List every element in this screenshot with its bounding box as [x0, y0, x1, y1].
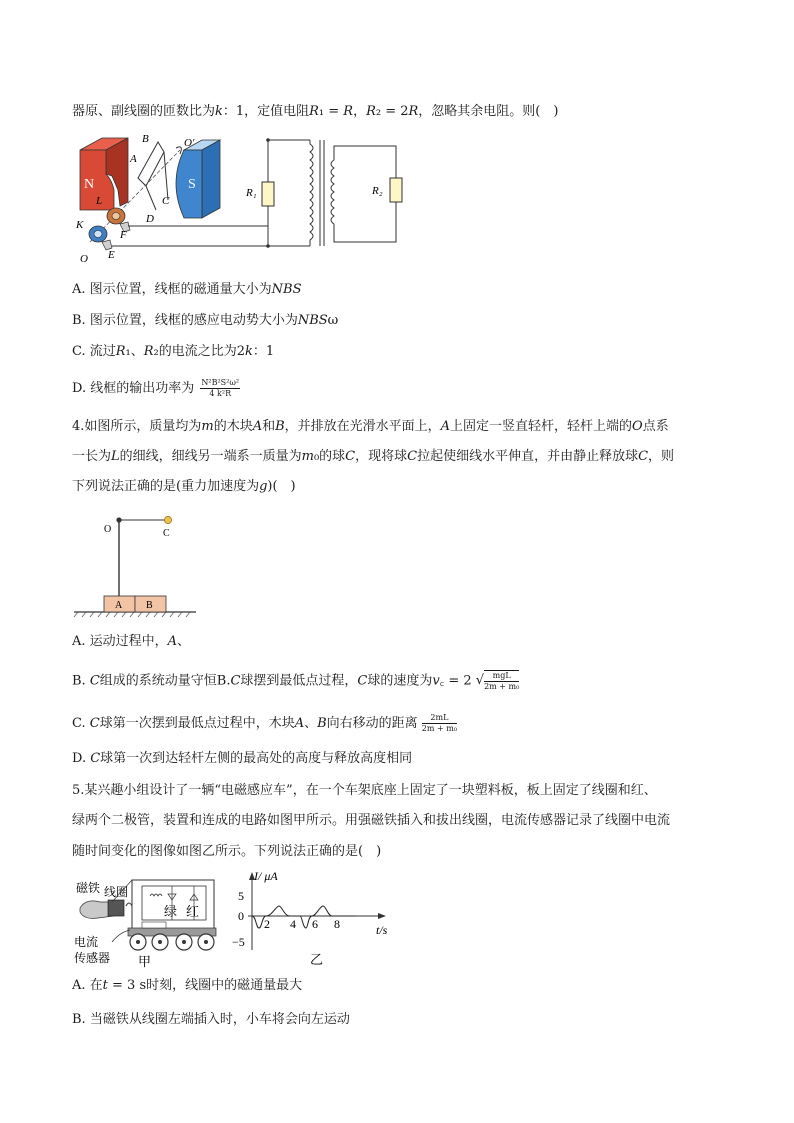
current-time-graph [228, 866, 400, 972]
q3-option-d [72, 378, 240, 399]
q4-option-c-fraction [422, 713, 457, 734]
q3-option-d-fraction [200, 378, 240, 399]
q5-line-3: 随时间变化的图像如图乙所示。下列说法正确的是( ) [72, 844, 382, 859]
block-A-label: A [115, 600, 123, 611]
fraction-numerator: 2mL [422, 713, 457, 724]
fraction-denominator: 2m + m₀ [484, 682, 520, 691]
label-N: N [84, 177, 95, 192]
q4-option-c-text: C. 𝐶球第一次摆到最低点过程中，木块𝐴、𝐵向右移动的距离 [72, 716, 418, 731]
label-sensor-2: 传感器 [74, 951, 111, 965]
q5-line-2: 绿两个二极管，装置和连成的电路如图甲所示。用强磁铁插入和拔出线圈，电流传感器记录了线圈中电流 [72, 813, 671, 828]
q4-line-2: 一长为𝐿的细线，细线另一端系一质量为𝑚₀的球𝐶，现将球𝐶拉起使细线水平伸直，并由静止释放球𝐶，则 [72, 449, 675, 464]
q4-line-1: 4.如图所示，质量均为𝑚的木块𝐴和𝐵，并排放在光滑水平面上，𝐴上固定一竖直轻杆，轻杆上端的𝑂点系 [72, 419, 669, 434]
y-tick-neg5: −5 [232, 935, 245, 949]
label-magnet: 磁铁 [76, 881, 101, 895]
q5-option-a: A. 在𝑡 = 3 s时刻，线圈中的磁通量最大 [72, 978, 303, 993]
q4-option-c [72, 713, 457, 734]
q3-option-c: C. 流过𝑅₁、𝑅₂的电流之比为2𝑘：1 [72, 344, 275, 359]
q5-option-b: B. 当磁铁从线圈左端插入时，小车将会向左运动 [72, 1012, 350, 1027]
label-L: L [96, 195, 103, 207]
label-C: C [162, 195, 170, 207]
q4-option-b [72, 670, 519, 692]
fraction-numerator: mgL [484, 671, 519, 682]
pendulum-figure [72, 508, 202, 618]
q3-option-d-text: D. 线框的输出功率为 [72, 381, 195, 396]
sqrt-symbol: √ [475, 673, 485, 688]
q4-option-a: A. 运动过程中，𝐴、 [72, 634, 191, 649]
label-B: B [142, 133, 149, 145]
generator-figure [72, 130, 412, 270]
label-red: 红 [186, 904, 200, 919]
x-tick-6: 6 [312, 917, 318, 931]
x-tick-8: 8 [334, 917, 340, 931]
fraction-numerator: N²B²S²ω² [201, 378, 240, 387]
caption-jia: 甲 [138, 954, 152, 969]
label-E: E [108, 249, 115, 261]
fraction-denominator: 4 k²R [209, 389, 232, 398]
label-sensor-1: 电流 [74, 935, 99, 949]
label-S: S [188, 177, 196, 192]
q4-option-b-fraction [484, 670, 519, 692]
caption-yi: 乙 [310, 952, 324, 967]
label-green: 绿 [164, 904, 178, 919]
q3-option-a: A. 图示位置，线框的磁通量大小为𝑁𝐵𝑆 [72, 282, 302, 297]
q3-intro: 器原、副线圈的匝数比为𝑘：1，定值电阻𝑅₁ = 𝑅，𝑅₂ = 2𝑅，忽略其余电阻。则( ) [72, 104, 559, 119]
y-tick-5: 5 [238, 889, 244, 903]
q4-option-b-text: B. 𝐶组成的系统动量守恒B.𝐶球摆到最低点过程，𝐶球的速度为𝑣꜀ = 2 [72, 673, 472, 689]
label-O: O [104, 524, 112, 535]
induction-car-figure [72, 872, 222, 972]
y-tick-0: 0 [238, 909, 244, 923]
block-B-label: B [146, 600, 153, 611]
q5-line-1: 5.某兴趣小组设计了一辆“电磁感应车”，在一个车架底座上固定了一块塑料板，板上固定了线圈和红、 [72, 783, 657, 798]
label-D: D [146, 213, 154, 225]
x-axis-label: t/s [376, 923, 388, 937]
q4-line-3: 下列说法正确的是(重力加速度为𝑔)( ) [72, 479, 296, 494]
label-R1: R₁ [246, 187, 257, 199]
fraction-denominator: 2m + m₀ [421, 724, 458, 733]
label-coil: 线圈 [104, 885, 129, 899]
label-R2: R₂ [372, 185, 383, 197]
label-F: F [120, 229, 127, 241]
x-tick-4: 4 [290, 917, 296, 931]
label-C: C [163, 528, 170, 539]
label-O-prime: O′ [184, 137, 195, 149]
label-O: O [80, 253, 88, 265]
x-tick-2: 2 [264, 917, 270, 931]
q3-option-b: B. 图示位置，线框的感应电动势大小为𝑁𝐵𝑆ω [72, 313, 339, 328]
label-A: A [130, 153, 137, 165]
y-axis-label: I/ μA [254, 869, 278, 883]
q4-option-d: D. 𝐶球第一次到达轻杆左侧的最高处的高度与释放高度相同 [72, 751, 413, 766]
label-K: K [76, 219, 84, 231]
